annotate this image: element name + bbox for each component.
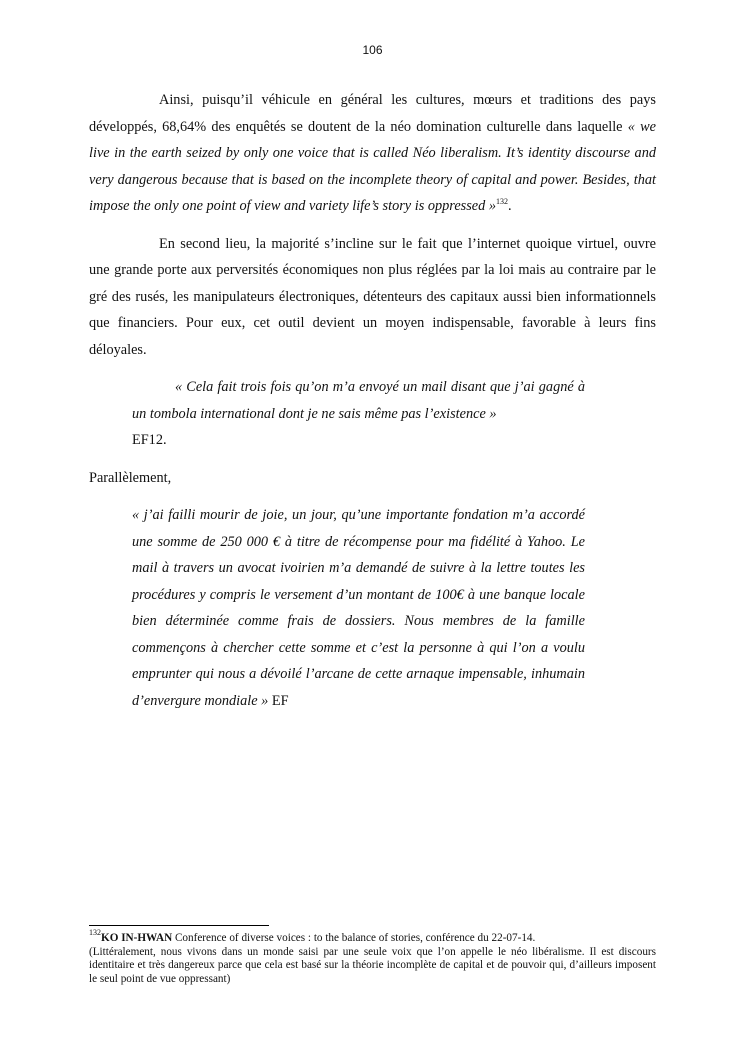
english-quote: « we live in the earth seized by only one voice that is called Néo liberalism. It’s identity discourse and very dangerous because that is based on the incomplete theory of capital and power. Besides, that impose the only one point of view and variety life’s story is oppressed » — [89, 118, 657, 214]
footnote-separator — [89, 925, 269, 926]
body-text — [89, 87, 656, 714]
footnote-number: 132 — [89, 928, 101, 937]
quote-yahoo-source: EF — [271, 692, 289, 709]
paragraph-internet-perversities: En second lieu, la majorité s’incline sur le fait que l’internet quoique virtuel, ouvre une grande porte aux perversités économiques non plus réglées par la loi mais au contraire par le gré des rusés, les manipulateurs électroniques, détenteurs des capitaux aussi bien informationnels que financiers. Pour eux, cet outil devient un moyen indispensable, favorable à leurs fins déloyales. — [89, 235, 656, 358]
paragraph-lead-text: Ainsi, puisqu’il véhicule en général les cultures, mœurs et traditions des pays développés, 68,64% des enquêtés se doutent de la néo domination culturelle dans laquelle — [89, 92, 656, 135]
footnote-author: KO IN-HWAN — [101, 932, 173, 944]
block-quote-tombola — [132, 374, 585, 454]
paragraph-end: . — [508, 198, 512, 214]
quote-tombola-text: « Cela fait trois fois qu’on m’a envoyé un mail disant que j’ai gagné à un tombola international dont je ne sais même pas l’existence » — [132, 379, 585, 422]
footnote-reference-text: Conference of diverse voices : to the balance of stories, conférence du 22-07-14. — [172, 932, 536, 944]
footnote-translation: (Littéralement, nous vivons dans un monde saisi par une seule voix que l’on appelle le néo libéralisme. Il est discours identitaire et très dangereux parce que cela est basé sur la théorie incomplète de capital et de pouvoir qui, d’ailleurs imposent le seul point de vue oppressant) — [89, 945, 656, 985]
transition-text: Parallèlement, — [89, 469, 172, 486]
block-quote-yahoo — [132, 502, 585, 714]
paragraph-neo-domination — [89, 87, 656, 220]
footnote-reference[interactable]: 132 — [496, 197, 509, 206]
quote-tombola-source: EF12. — [132, 432, 167, 448]
quote-yahoo-text: « j’ai failli mourir de joie, un jour, qu’une importante fondation m’a accordé une somme de 250 000 € à titre de récompense pour ma fidélité à Yahoo. Le mail à travers un avocat ivoirien m’a demandé de suivre à la lettre toutes les procédures y compris le versement d’un montant de 100€ à une banque locale bien déterminée comme frais de dossiers. Nous membres de la famille commençons à chercher cette somme et c’est la personne à qui l’on a voulu emprunter qui nous a dévoilé l’arcane de cette arnaque impensable, inhumain d’envergure mondiale » — [132, 507, 585, 709]
page-number: 106 — [362, 43, 383, 57]
footnote-132 — [89, 928, 656, 986]
